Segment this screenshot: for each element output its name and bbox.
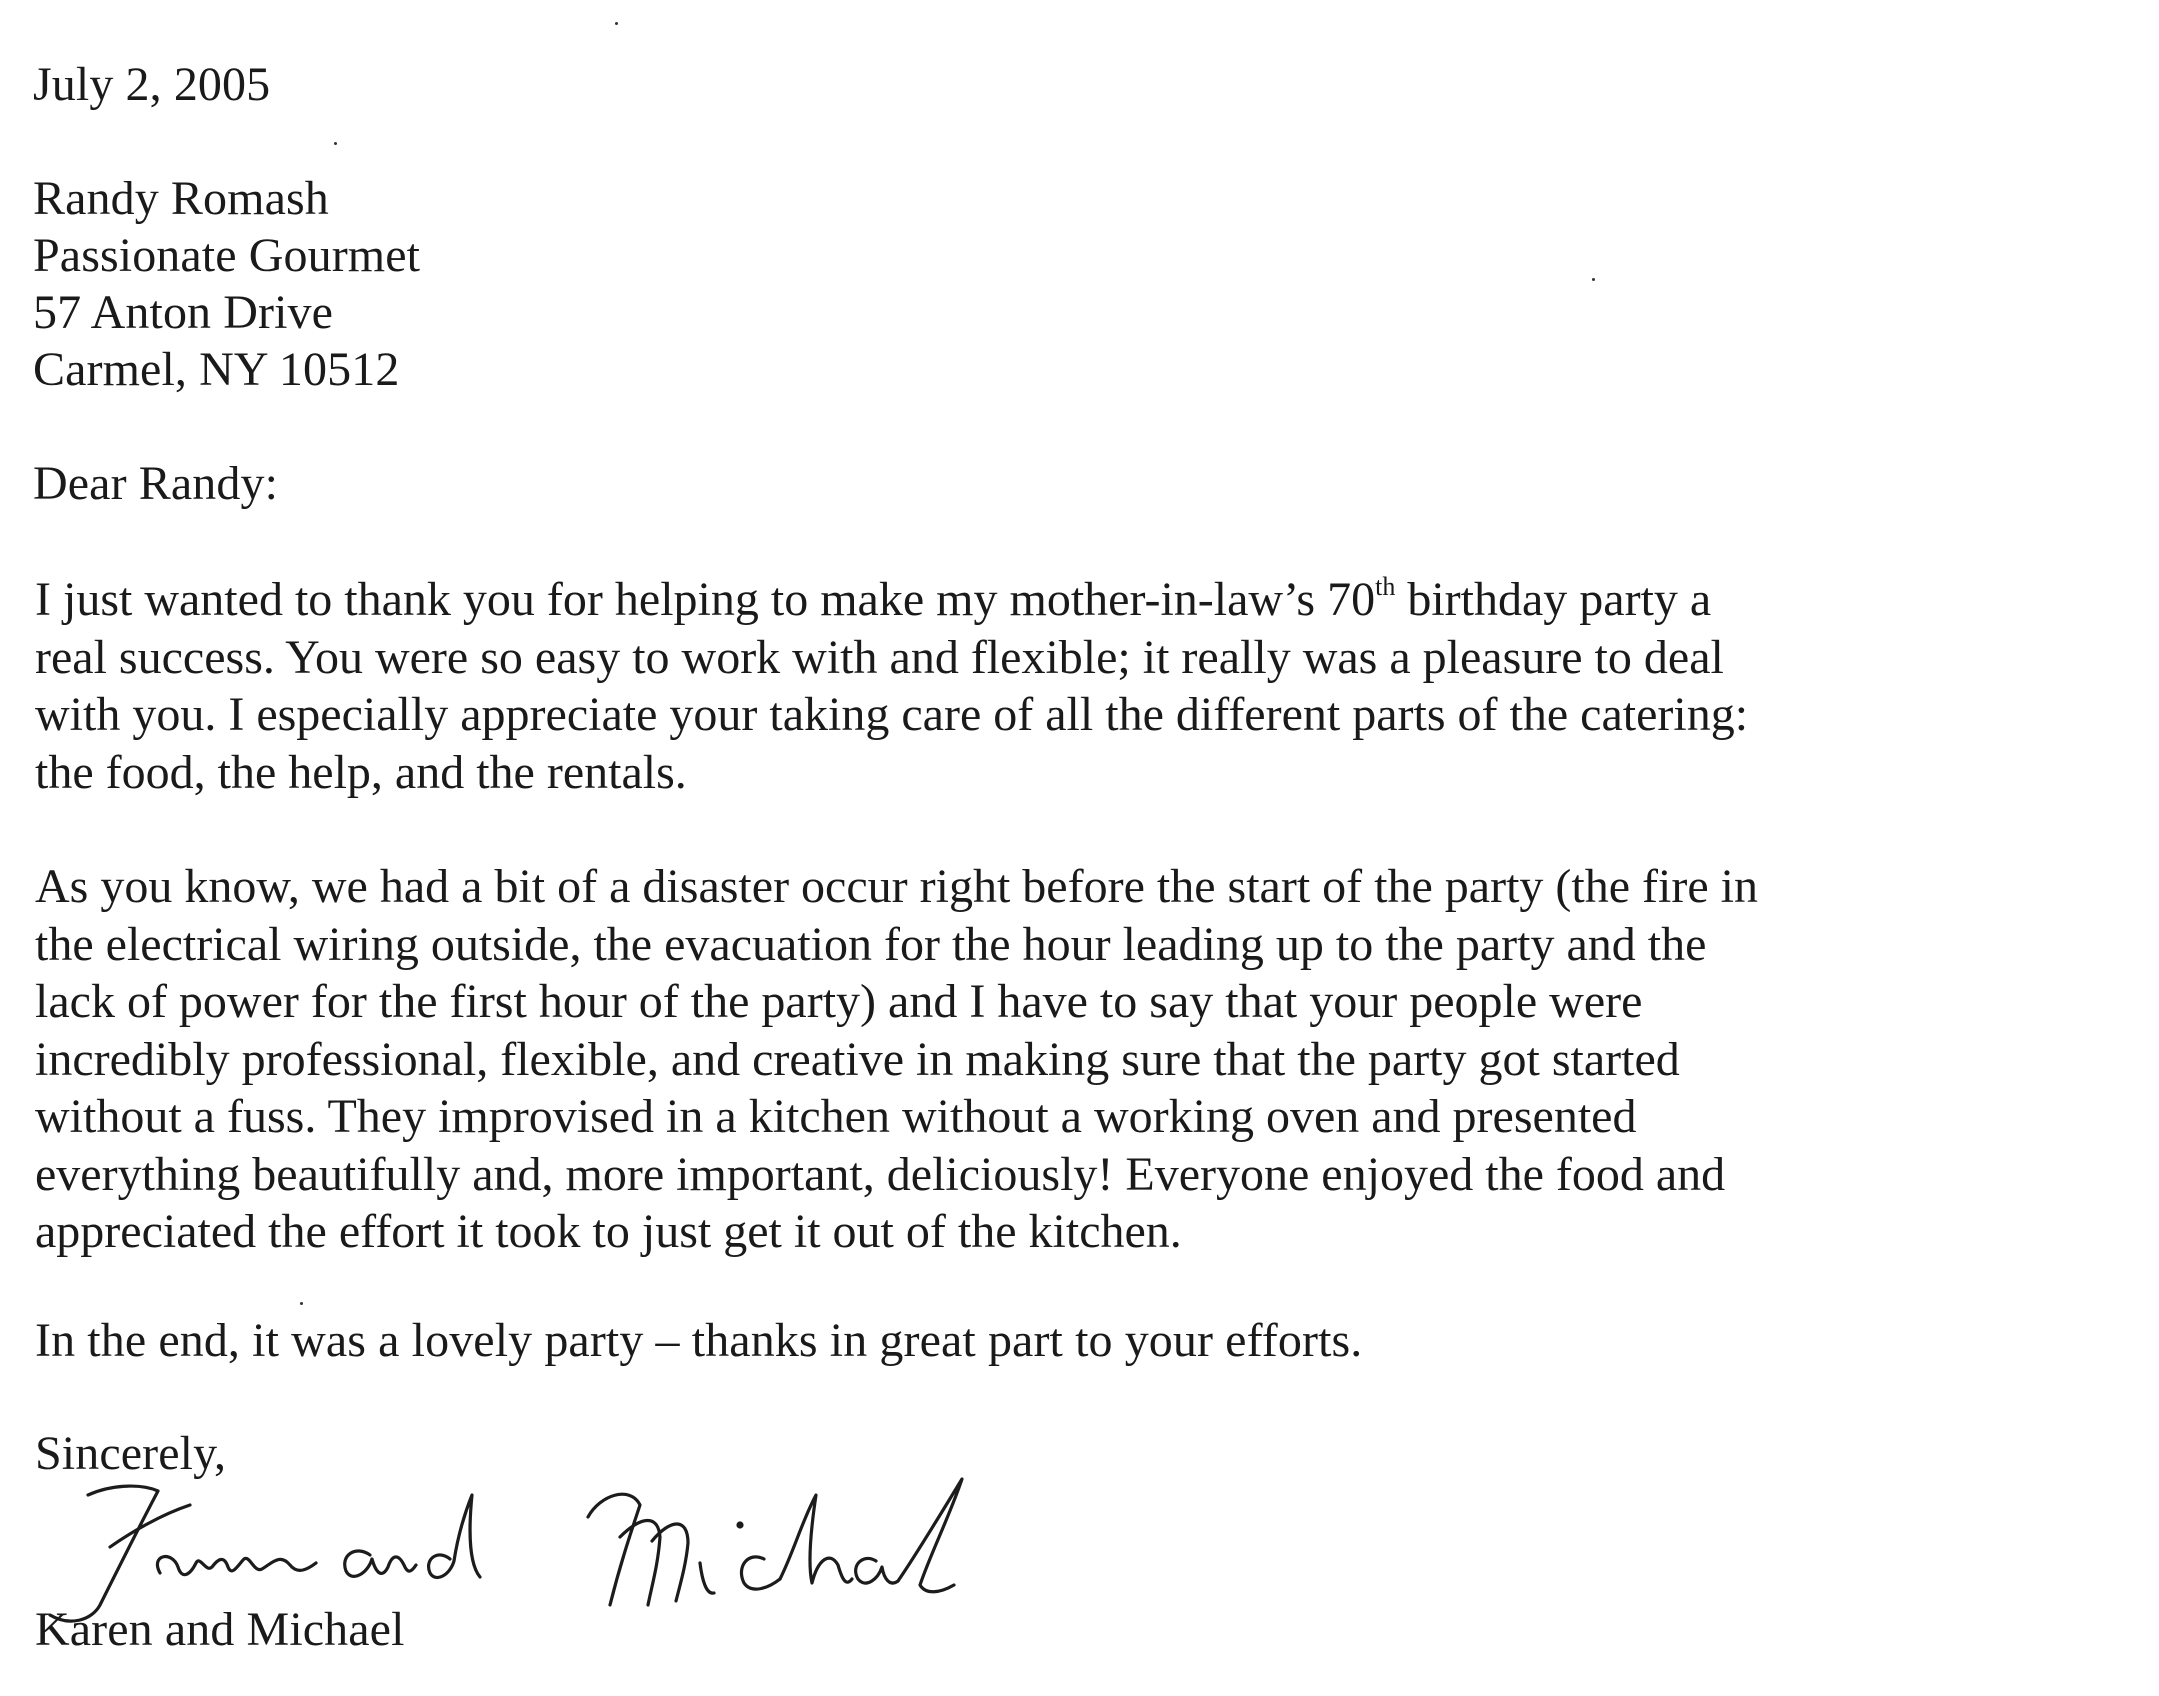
paragraph-thanks: [35, 571, 1935, 801]
paragraph-closing-remark: In the end, it was a lovely party – thanks in great part to your efforts.: [35, 1314, 1363, 1367]
text-segment: I just wanted to thank you for helping to make my mother-in-law’s 70: [35, 573, 1376, 626]
scan-speck: [300, 1302, 303, 1305]
scan-speck: [334, 142, 337, 145]
paragraph-line: incredibly professional, flexible, and creative in making sure that the party got started: [35, 1032, 1680, 1086]
recipient-company: Passionate Gourmet: [33, 229, 421, 282]
paragraph-line: everything beautifully and, more important, deliciously! Everyone enjoyed the food and: [35, 1147, 1726, 1201]
paragraph-line: As you know, we had a bit of a disaster occur right before the start of the party (the fire in: [35, 860, 1758, 913]
recipient-name: Randy Romash: [33, 172, 329, 225]
paragraph-line: the electrical wiring outside, the evacuation for the hour leading up to the party and the: [35, 917, 1707, 971]
scan-speck: [1592, 278, 1595, 281]
paragraph-line: the food, the help, and the rentals.: [35, 745, 687, 799]
paragraph-line: appreciated the effort it took to just get it out of the kitchen.: [35, 1205, 1182, 1258]
text-segment: birthday party a: [1395, 573, 1712, 626]
recipient-city-state-zip: Carmel, NY 10512: [33, 343, 400, 396]
paragraph-line: with you. I especially appreciate your taking care of all the different parts of the catering:: [35, 688, 1749, 741]
paragraph-line: lack of power for the first hour of the party) and I have to say that your people were: [35, 975, 1643, 1028]
recipient-street: 57 Anton Drive: [33, 286, 334, 339]
salutation: Dear Randy:: [33, 457, 279, 510]
paragraph-line: [35, 571, 1935, 629]
scan-speck: [615, 22, 618, 25]
paragraph-disaster: [35, 858, 1935, 1261]
ordinal-suffix: th: [1375, 572, 1396, 601]
paragraph-line: real success. You were so easy to work with and flexible; it really was a pleasure to deal: [35, 630, 1724, 684]
letter-date: July 2, 2005: [33, 58, 271, 111]
signatories-name: Karen and Michael: [35, 1603, 405, 1656]
closing: Sincerely,: [35, 1427, 227, 1480]
paragraph-line: without a fuss. They improvised in a kitchen without a working oven and presented: [35, 1090, 1637, 1143]
